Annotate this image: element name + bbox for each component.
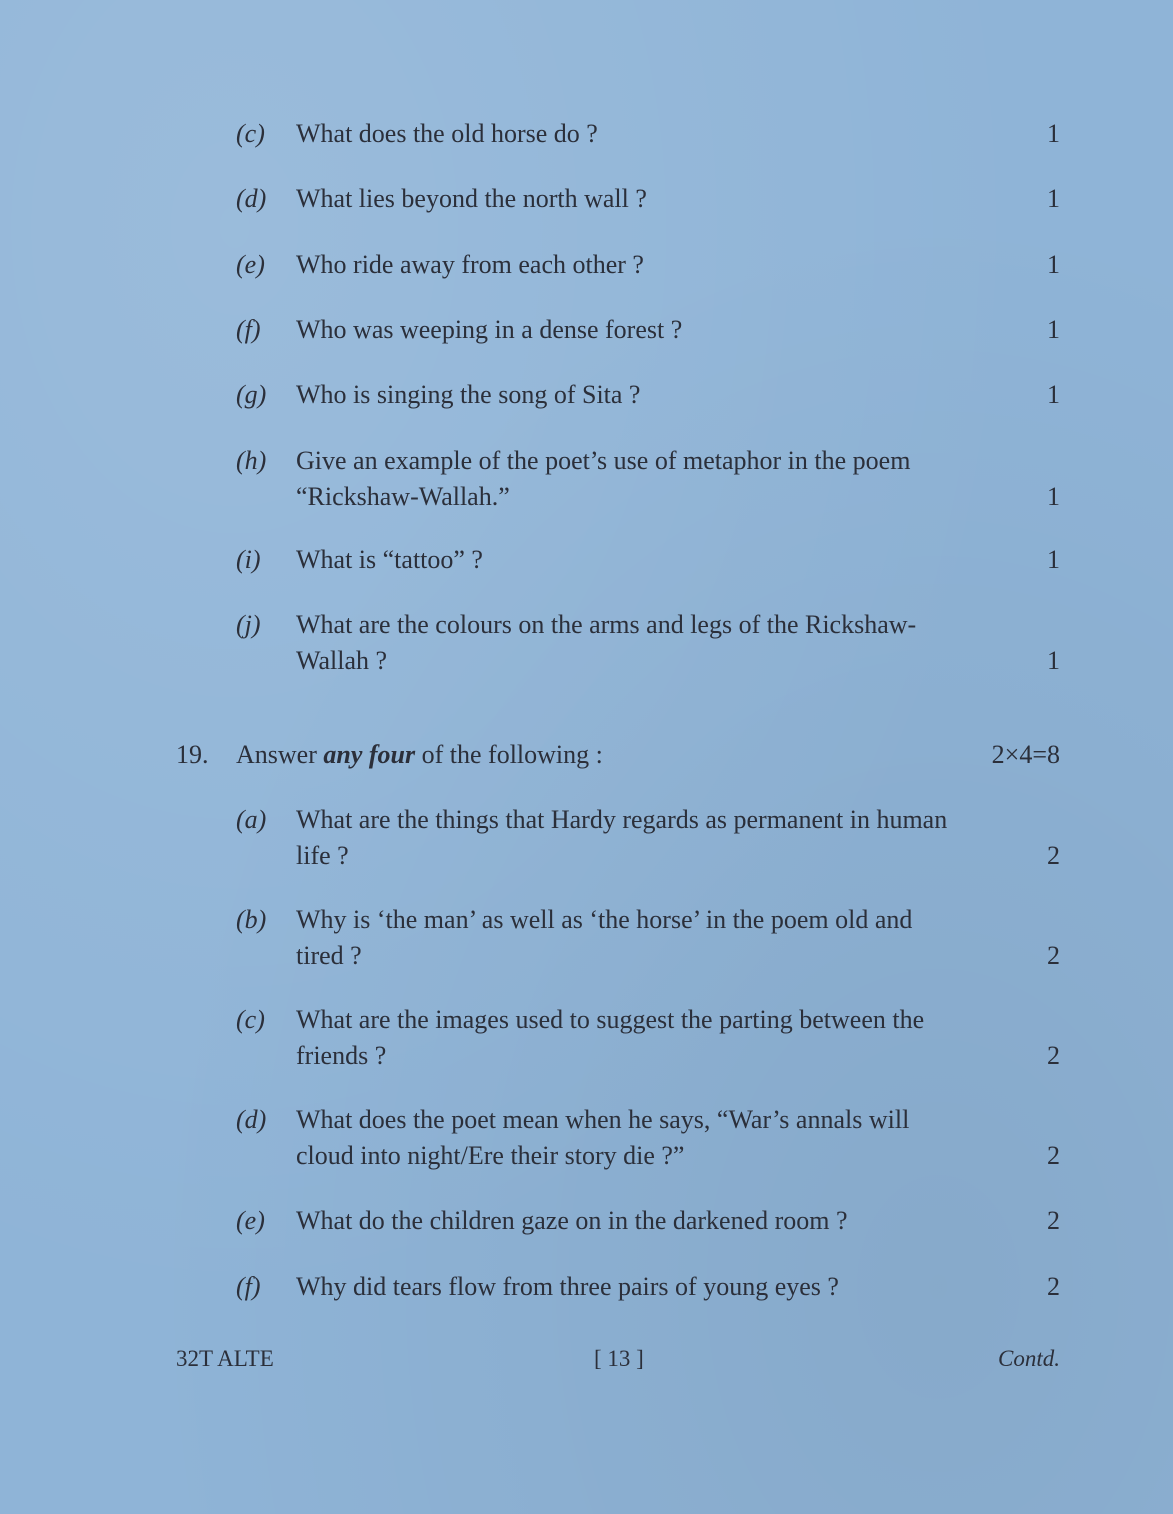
- item-text: What are the colours on the arms and legs of the Rickshaw-: [296, 610, 917, 639]
- item-text: Give an example of the poet’s use of metaphor in the poem: [296, 446, 911, 475]
- item-text: What is “tattoo” ?: [296, 545, 483, 574]
- item-label: (d): [236, 1105, 267, 1134]
- item-text: Why did tears flow from three pairs of young eyes ?: [296, 1272, 839, 1301]
- item-label: (j): [236, 610, 261, 639]
- item-label: (c): [236, 1005, 265, 1034]
- question-stem: [236, 738, 603, 772]
- stem-emphasis: any four: [323, 740, 416, 769]
- item-marks: 1: [1047, 250, 1060, 279]
- item-marks: 2: [1047, 941, 1060, 970]
- item-label: (f): [236, 1272, 261, 1301]
- item-text: What do the children gaze on in the darkened room ?: [296, 1206, 848, 1235]
- item-text-line2: life ?: [296, 841, 349, 870]
- item-marks: 2: [1047, 1206, 1060, 1235]
- page-number: [ 13 ]: [594, 1346, 644, 1371]
- item-text-line2: Wallah ?: [296, 646, 388, 675]
- item-marks: 2: [1047, 1141, 1060, 1170]
- item-text: What are the things that Hardy regards as permanent in human: [296, 805, 948, 834]
- question-total-marks: 2×4=8: [991, 740, 1060, 769]
- item-text: What does the poet mean when he says, “War’s annals will: [296, 1105, 910, 1134]
- stem-text-end: of the following :: [415, 740, 603, 769]
- item-text-line2: tired ?: [296, 941, 362, 970]
- item-label: (a): [236, 805, 267, 834]
- item-marks: 2: [1047, 841, 1060, 870]
- item-label: (g): [236, 380, 267, 409]
- item-text-line2: cloud into night/Ere their story die ?”: [296, 1141, 685, 1170]
- item-text-line2: friends ?: [296, 1041, 387, 1070]
- item-marks: 1: [1047, 119, 1060, 148]
- item-marks: 1: [1047, 482, 1060, 511]
- item-label: (f): [236, 315, 261, 344]
- item-text: Who ride away from each other ?: [296, 250, 644, 279]
- item-label: (h): [236, 446, 267, 475]
- item-text: Who was weeping in a dense forest ?: [296, 315, 683, 344]
- item-text-line2: “Rickshaw-Wallah.”: [296, 482, 510, 511]
- item-text: What are the images used to suggest the parting between the: [296, 1005, 925, 1034]
- item-marks: 1: [1047, 315, 1060, 344]
- continued-label: Contd.: [998, 1346, 1060, 1371]
- item-marks: 2: [1047, 1041, 1060, 1070]
- item-text: Who is singing the song of Sita ?: [296, 380, 641, 409]
- item-marks: 1: [1047, 545, 1060, 574]
- item-label: (d): [236, 184, 267, 213]
- item-label: (i): [236, 545, 261, 574]
- item-label: (b): [236, 905, 267, 934]
- item-marks: 1: [1047, 184, 1060, 213]
- stem-text: Answer: [236, 740, 324, 769]
- item-marks: 1: [1047, 380, 1060, 409]
- item-text: What does the old horse do ?: [296, 119, 598, 148]
- item-label: (e): [236, 250, 265, 279]
- item-label: (c): [236, 119, 265, 148]
- item-label: (e): [236, 1206, 265, 1235]
- item-text: What lies beyond the north wall ?: [296, 184, 647, 213]
- item-text: Why is ‘the man’ as well as ‘the horse’ in the poem old and: [296, 905, 913, 934]
- item-marks: 1: [1047, 646, 1060, 675]
- paper-code: 32T ALTE: [176, 1346, 274, 1371]
- item-marks: 2: [1047, 1272, 1060, 1301]
- question-number: 19.: [176, 740, 209, 769]
